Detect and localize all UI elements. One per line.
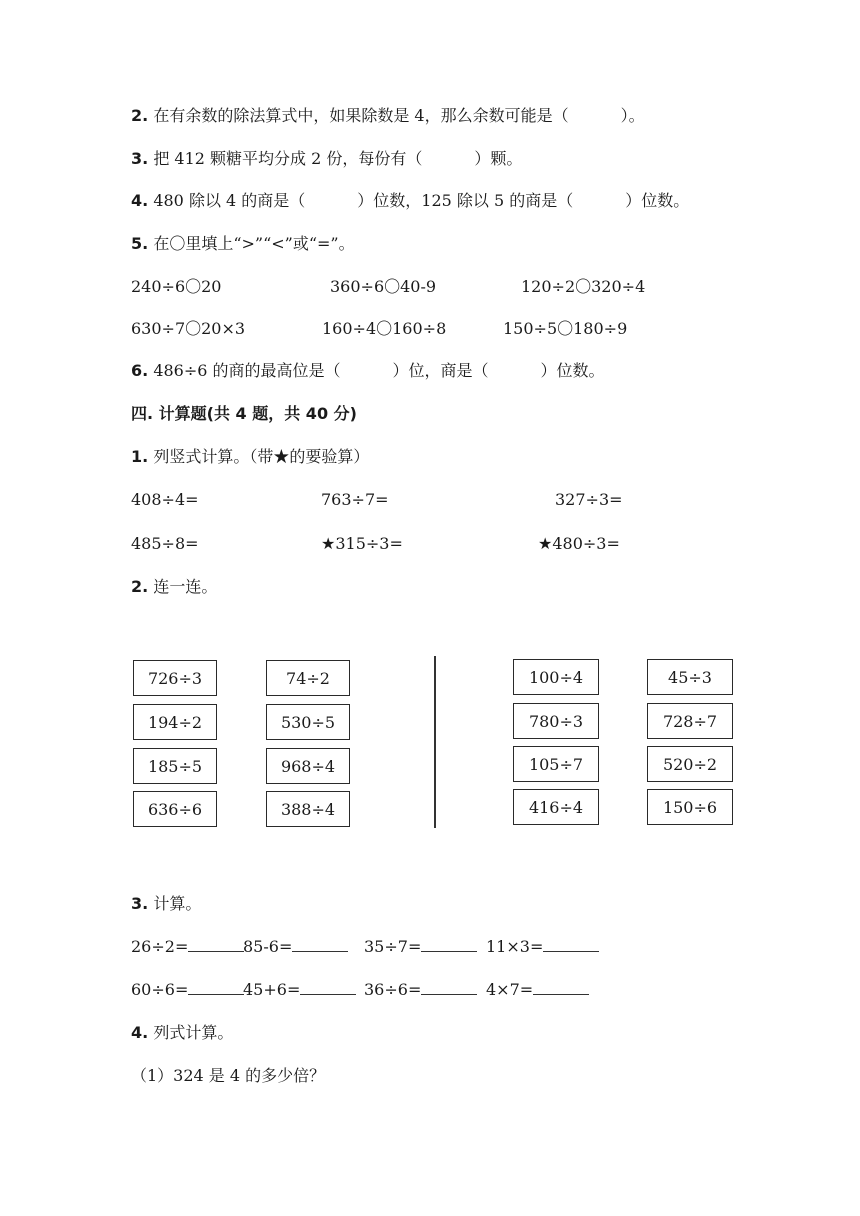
match-box[interactable]: 636÷6 — [133, 791, 217, 827]
vertical-calc-item[interactable]: 763÷7= — [321, 490, 389, 509]
oral-calc-item: 11×3= — [486, 936, 599, 958]
compare-item[interactable]: 360÷6〇40-9 — [330, 277, 437, 296]
answer-line[interactable] — [292, 937, 348, 952]
match-box[interactable]: 194÷2 — [133, 704, 217, 740]
compare-item[interactable]: 120÷2〇320÷4 — [521, 277, 646, 296]
match-box[interactable]: 728÷7 — [647, 703, 733, 739]
vertical-calc-item[interactable]: ★315÷3= — [321, 534, 403, 553]
match-box[interactable]: 530÷5 — [266, 704, 350, 740]
section-heading: 四. 计算题(共 4 题，共 40 分) — [131, 404, 357, 423]
match-box[interactable]: 968÷4 — [266, 748, 350, 784]
question-2: 2. 在有余数的除法算式中，如果除数是 4，那么余数可能是（ ）。 — [131, 106, 645, 125]
match-box[interactable]: 416÷4 — [513, 789, 599, 825]
question-6: 6. 486÷6 的商的最高位是（ ）位，商是（ ）位数。 — [131, 361, 605, 380]
oral-calc-item: 26÷2= — [131, 936, 244, 958]
sub-question: （1）324 是 4 的多少倍？ — [131, 1066, 326, 1085]
answer-line[interactable] — [533, 980, 589, 995]
compare-item[interactable]: 160÷4〇160÷8 — [322, 319, 447, 338]
oral-calc-item: 45+6= — [243, 979, 356, 1001]
compare-item[interactable]: 630÷7〇20×3 — [131, 319, 246, 338]
oral-calc-item: 36÷6= — [364, 979, 477, 1001]
match-box[interactable]: 185÷5 — [133, 748, 217, 784]
oral-calc-item: 35÷7= — [364, 936, 477, 958]
calc-question-2: 2. 连一连。 — [131, 577, 218, 596]
calc-question-4: 4. 列式计算。 — [131, 1023, 234, 1042]
match-box[interactable]: 150÷6 — [647, 789, 733, 825]
calc-question-3: 3. 计算。 — [131, 894, 202, 913]
match-box[interactable]: 45÷3 — [647, 659, 733, 695]
question-3: 3. 把 412 颗糖平均分成 2 份，每份有（ ）颗。 — [131, 149, 523, 168]
answer-line[interactable] — [188, 937, 244, 952]
match-box[interactable]: 105÷7 — [513, 746, 599, 782]
match-box[interactable]: 780÷3 — [513, 703, 599, 739]
match-box[interactable]: 726÷3 — [133, 660, 217, 696]
oral-calc-item: 85-6= — [243, 936, 348, 958]
match-box[interactable]: 74÷2 — [266, 660, 350, 696]
vertical-calc-item[interactable]: 485÷8= — [131, 534, 199, 553]
vertical-calc-item[interactable]: 327÷3= — [555, 490, 623, 509]
question-5: 5. 在〇里填上“>”“<”或“=”。 — [131, 234, 355, 253]
match-box[interactable]: 100÷4 — [513, 659, 599, 695]
answer-line[interactable] — [543, 937, 599, 952]
vertical-calc-item[interactable]: ★480÷3= — [538, 534, 620, 553]
compare-item[interactable]: 240÷6〇20 — [131, 277, 222, 296]
answer-line[interactable] — [300, 980, 356, 995]
calc-question-1: 1. 列竖式计算。（带★的要验算） — [131, 447, 370, 466]
match-box[interactable]: 520÷2 — [647, 746, 733, 782]
answer-line[interactable] — [421, 980, 477, 995]
question-4: 4. 480 除以 4 的商是（ ）位数，125 除以 5 的商是（ ）位数。 — [131, 191, 690, 210]
vertical-calc-item[interactable]: 408÷4= — [131, 490, 199, 509]
oral-calc-item: 4×7= — [486, 979, 589, 1001]
compare-item[interactable]: 150÷5〇180÷9 — [503, 319, 628, 338]
answer-line[interactable] — [188, 980, 244, 995]
oral-calc-item: 60÷6= — [131, 979, 244, 1001]
answer-line[interactable] — [421, 937, 477, 952]
match-box[interactable]: 388÷4 — [266, 791, 350, 827]
vertical-divider — [434, 656, 436, 828]
